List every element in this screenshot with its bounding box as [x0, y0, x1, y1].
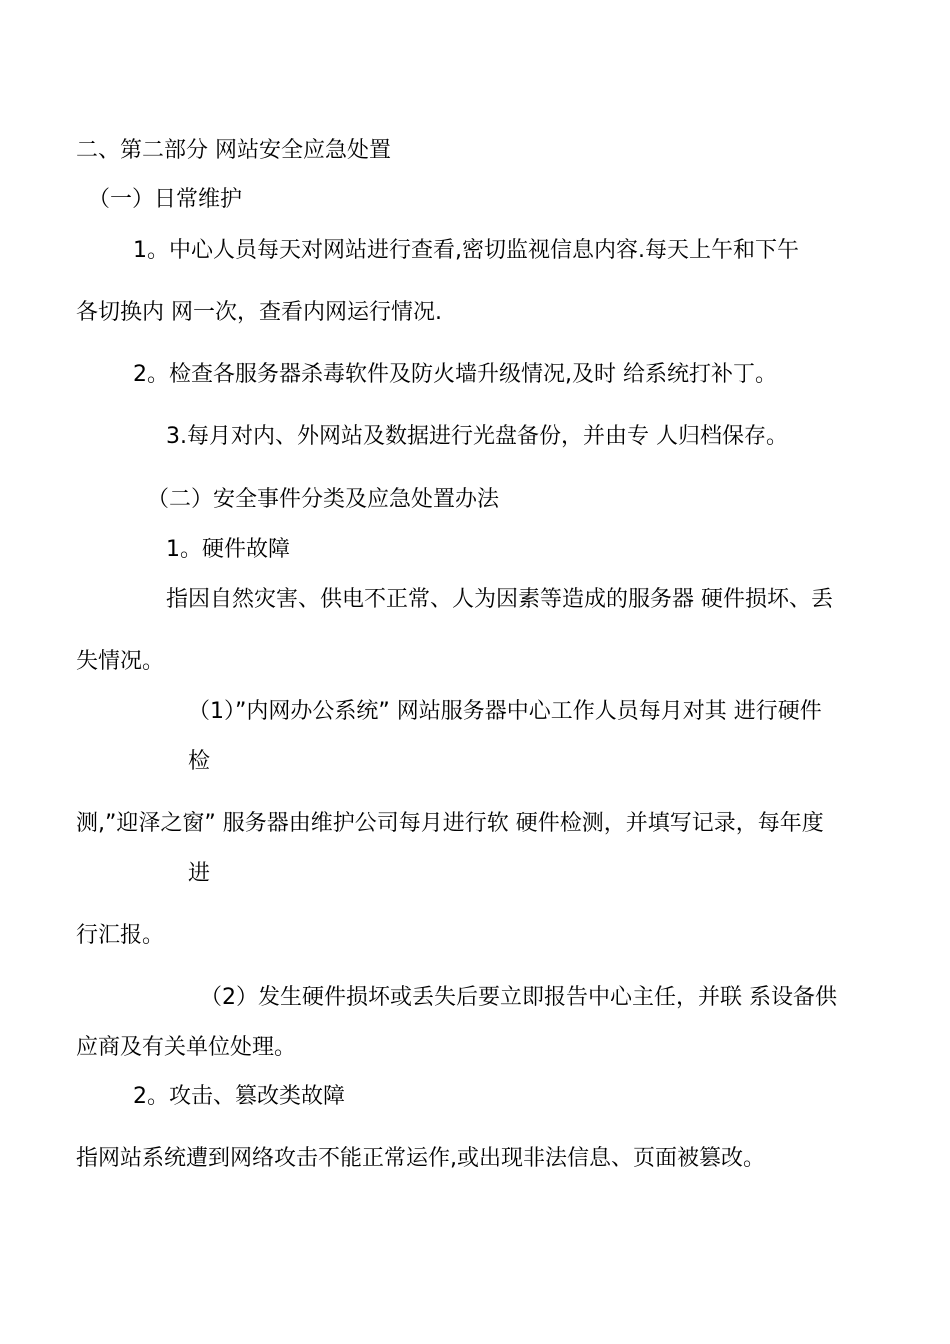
paragraph-hardware-p1-line5: 行汇报。: [76, 923, 165, 948]
paragraph-hardware-desc-line2: 失情况。: [76, 649, 165, 674]
paragraph-hardware-p1-line4: 进: [188, 861, 211, 886]
section-title: 二、第二部分 网站安全应急处置: [76, 138, 391, 163]
paragraph-item1-line2: 各切换内 网一次，查看内网运行情况.: [76, 300, 442, 325]
paragraph-hardware-p1-line3: 测,”迎泽之窗” 服务器由维护公司每月进行软 硬件检测，并填写记录，每年度: [76, 811, 824, 836]
subsection-title-daily-maintenance: （一）日常维护: [88, 187, 243, 212]
subsection-title-incident-classification: （二）安全事件分类及应急处置办法: [147, 487, 500, 512]
heading-attack-tamper-failure: 2。攻击、篡改类故障: [133, 1084, 345, 1109]
paragraph-hardware-p1-line1: （1）”内网办公系统” 网站服务器中心工作人员每月对其 进行硬件: [188, 699, 822, 724]
paragraph-item1-line1: 1。中心人员每天对网站进行查看,密切监视信息内容.每天上午和下午: [133, 238, 799, 263]
heading-hardware-failure: 1。硬件故障: [166, 537, 290, 562]
paragraph-hardware-desc-line1: 指因自然灾害、供电不正常、人为因素等造成的服务器 硬件损坏、丢: [166, 587, 833, 612]
paragraph-hardware-p2-line2: 应商及有关单位处理。: [76, 1035, 297, 1060]
paragraph-attack-desc: 指网站系统遭到网络攻击不能正常运作,或出现非法信息、页面被篡改。: [76, 1146, 765, 1171]
paragraph-item2: 2。检查各服务器杀毒软件及防火墙升级情况,及时 给系统打补丁。: [133, 362, 777, 387]
paragraph-item3: 3.每月对内、外网站及数据进行光盘备份，并由专 人归档保存。: [166, 424, 788, 449]
paragraph-hardware-p1-line2: 检: [188, 749, 211, 774]
paragraph-hardware-p2-line1: （2）发生硬件损坏或丢失后要立即报告中心主任，并联 系设备供: [200, 985, 837, 1010]
